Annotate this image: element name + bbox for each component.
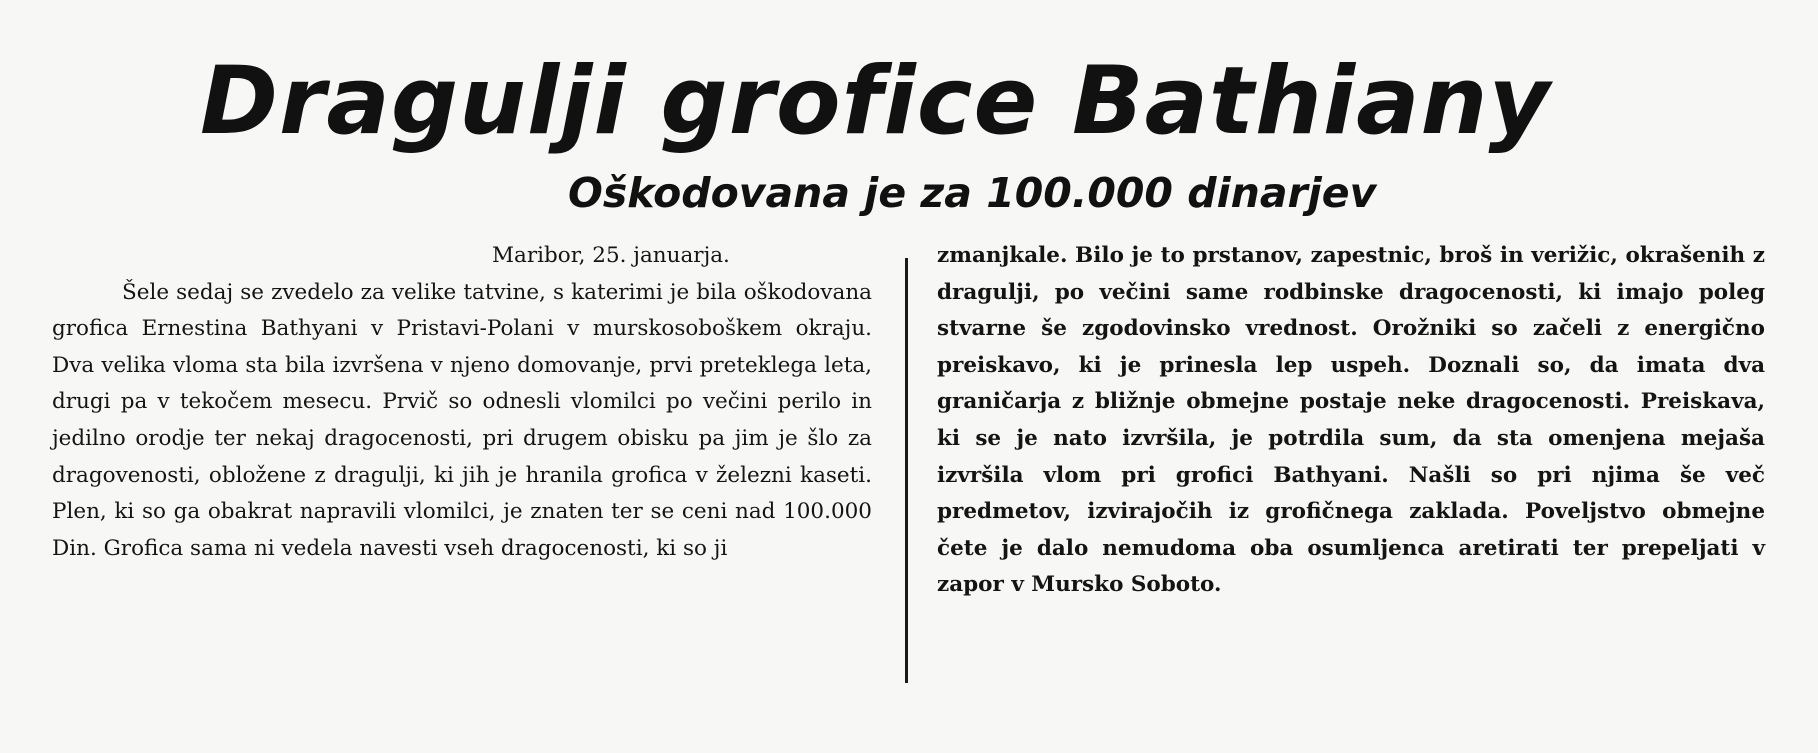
article-body-left: Šele sedaj se zvedelo za velike tatvine, s katerimi je bila oškodovana grofica Ernestina Bathyani v Pristavi-Polani v murskosoboškem okraju. Dva velika vloma sta bila izvršena v njeno domovanje, prvi preteklega leta, drugi pa v tekočem mesecu. Prvič so odnesli vlomilci po večini perilo in jedilno orodje ter nekaj dragocenosti, pri drugem obisku pa jim je šlo za dragovenosti, obložene z dragulji, ki jih je hranila grofica v železni kaseti. Plen, ki so ga obakrat napravili vlomilci, je znaten ter se ceni nad 100.000 Din. Grofica sama ni vedela navesti vseh dragocenosti, ki so ji <box>52 279 872 561</box>
article-dateline: Maribor, 25. januarja. <box>492 243 730 268</box>
article-left-column <box>52 238 872 567</box>
article-subheadline: Oškodovana je za 100.000 dinarjev <box>568 169 1377 217</box>
article-headline: Dragulji grofice Bathiany <box>200 47 1551 156</box>
article-body-right: zmanjkale. Bilo je to prstanov, zapestnic, broš in verižic, okrašenih z dragulji, po večini same rodbinske dragocenosti, ki imajo poleg stvarne še zgodovinsko vrednost. Orožniki so začeli z energično preiskavo, ki je prinesla lep uspeh. Doznali so, da imata dva graničarja z bližnje obmejne postaje neke dragocenosti. Preiskava, ki se je nato izvršila, je potrdila sum, da sta omenjena mejaša izvršila vlom pri grofici Bathyani. Našli so pri njima še več predmetov, izvirajočih iz grofičnega zaklada. Poveljstvo obmejne čete je dalo nemudoma oba osumljenca aretirati ter prepeljati v zapor v Mursko Soboto. <box>937 243 1765 598</box>
column-divider <box>905 258 908 683</box>
article-right-column <box>937 238 1765 604</box>
